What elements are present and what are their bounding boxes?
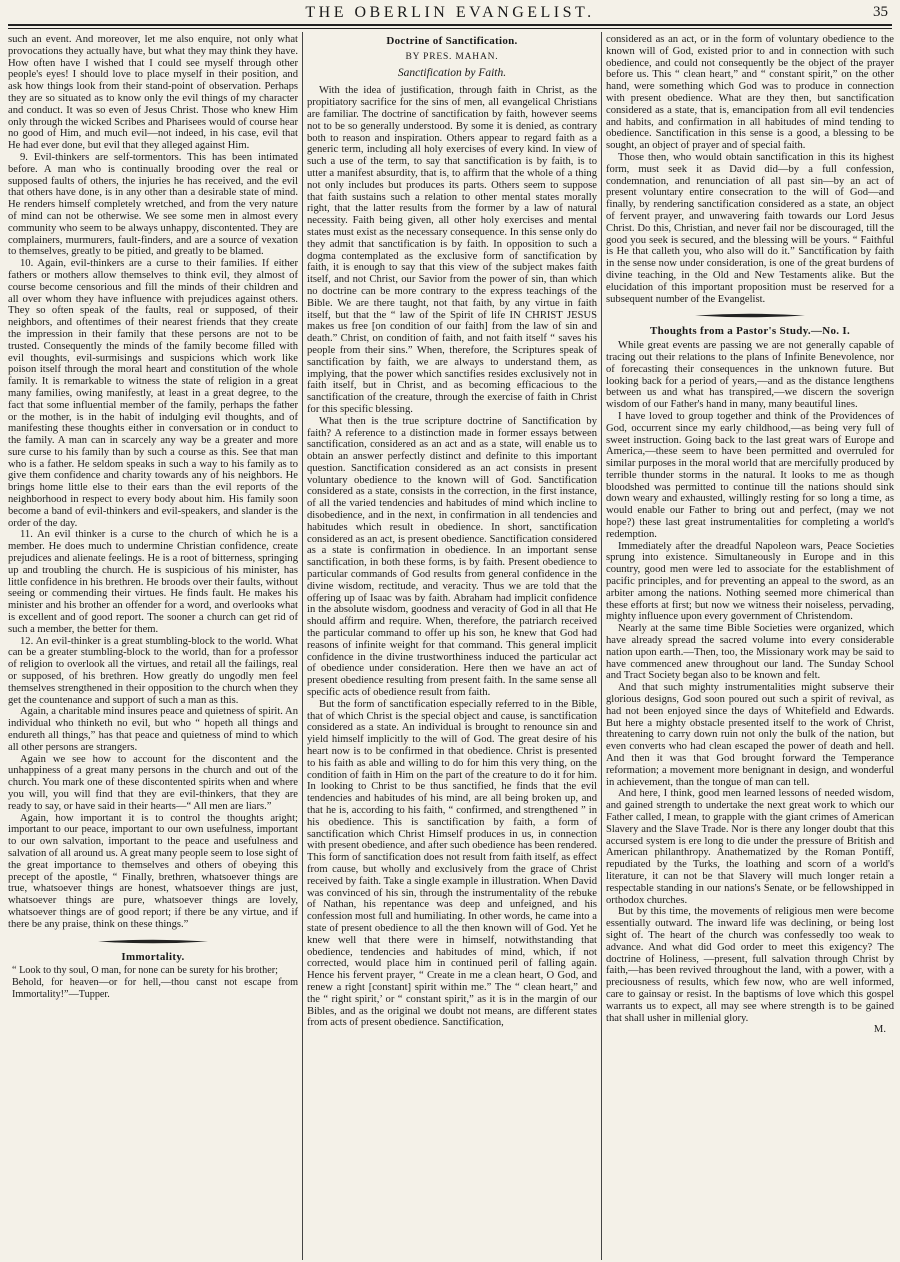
paragraph: And here, I think, good men learned lessons of needed wisdom, and gained strength to undertake the next great work to which our Father called, I mean, to grapple with the giant crimes of American Slavery and the Slave Trade. Nor is there any longer doubt that this accursed system is ere long to die under the pressure of British and American philanthropy. Anathematized by the Roman Pontiff, repudiated by the Turks, the loathing and scorn of a world's literature, it can not be that Slavery will much longer retain a respectable standing in our nations's Senate, or be fellowshipped in orthodox churches. [606, 788, 894, 906]
paragraph: 11. An evil thinker is a curse to the church of which he is a member. He does much to undermine Christian confidence, create prejudices and alienate feelings. He is a root of bitterness, springing up and troubling the church. He is suspicious of his minister, has little confidence in his brethren. He broods over their faults, without seeing or commending their virtues. He finds fault. He makes his minister and his brother an offender for a word, and overlooks what is excellent and of good report. The sooner a church can get rid of such a member, the better for them. [8, 529, 298, 635]
column-1 [8, 34, 298, 1258]
article-byline: BY PRES. MAHAN. [405, 51, 499, 62]
paragraph: such an event. And moreover, let me also enquire, not only what provocations they actually have, but what they may think they have. How often have I wished that I could see myself through other people's eyes! I should love to place myself in their position, and ask how things look from their stand-point of observation. Perhaps they are so situated as to know only the evil things of my character and conduct. It was so even of Jesus Christ. Those who knew Him only through the wicked Scribes and Pharisees would of course hear no good of Him, and much evil—not indeed, in his case, evil that He had ever done, but evil that they alleged against Him. [8, 34, 298, 152]
masthead-rule-thin [8, 28, 892, 29]
poem-line: Behold, for heaven—or for hell,—thou canst not escape from Immortality!”—Tupper. [12, 977, 298, 1000]
masthead-title: THE OBERLIN EVANGELIST. [305, 4, 595, 21]
paragraph: Nearly at the same time Bible Societies were organized, which have already spread the sacred volume into every considerable nation upon earth.—Then, too, the Missionary work may be said to have commenced anew throughout our land. The Sunday School and Tract Society began also to be known and felt. [606, 623, 894, 682]
paragraph: But by this time, the movements of religious men were become essentially outward. The inward life was declining, or being lost sight of. The heart of the church was confessedly too weak to advance. And what did God order to meet this exigency? The doctrine of Holiness, —present, full salvation through Christ by faith,—has been revived throughout the land, with a power, with a preciousness of results, which few now, who are well informed, care to gainsay or resist. In the baptisms of love which this gospel warrants us to expect, all may see where strength is to be gained that shall usher in millenial glory. [606, 906, 894, 1024]
paragraph: With the idea of justification, through faith in Christ, as the propitiatory sacrifice for the sins of men, all evangelical Christians are familiar. The doctrine of sanctification by faith, however seems not to be so generally understood. By some it is denied, as contrary both to reason and inspiration. Others appear to regard faith as a generic term, including all holy exercises of every kind. In view of such a use of the term, to say that sanctification is by faith, is to utter a manifest absurdity, that is, to affirm that the whole of a thing not only includes but produces its parts. Others seem to suppose that faith sustains such a relation to other mental states morally right, that the latter results from the former by a law of natural necessity. Faith being given, all other holy exercises and mental states must exist as the necessary consequence. In this sense only do they admit that sanctification is by faith. In opposition to such a dogma contemplated as the exclusive form of sanctification by faith, it is enough to say that this view of the subject makes faith itself, and not Christ, our Savior from the power of sin, than which no doctrine can be more contrary to the express teachings of the Bible. We are there taught, not that faith, by any virtue in faith itself, but that the “ law of the Spirit of life IN CHRIST JESUS makes us free [on condition of our faith] from the law of sin and death.” Christ, on condition of faith, and not faith itself “ saves his people from their sins.” When, therefore, the Scriptures speak of sanctification by faith, we are always to understand them, as implying, that the power which sanctifies resides exclusively not in faith itself, but in Christ, and as becoming efficacious to the sanctification of the creature, through the exercise of faith in Christ for this specific blessing. [307, 85, 597, 415]
paragraph: 12. An evil-thinker is a great stumbling-block to the world. What can be a greater stumbling-block to the world, than for a professor of religion to overlook all the virtues, and retail all the failings, real or supposed, of his brethren. How greatly do ungodly men feel themselves strengthened in their opposition to the church when they get the countenance and support of such a man as this. [8, 635, 298, 706]
paragraph: Those then, who would obtain sanctification in this its highest form, must seek it as David did—by a full confession, condemnation, and renunciation of all past sin—by an act of present voluntary entire consecration to the will of God—and finally, by rendering sanctification considered as a state, an object of fervent prayer, and unwavering faith towards our Lord Jesus Christ. Do this, Christian, and never fail nor be discouraged, till the good you seek is secured, and the blessing will be yours. “ Faithful is He that calleth you, who also will do it.” Sanctification by faith in the sense now under consideration, is one of the great burdens of divine teaching, in the Old and New Testaments alike. But the elucidation of this important proposition must be reserved for a subsequent number of the Evangelist. [606, 151, 894, 305]
paragraph: Immediately after the dreadful Napoleon wars, Peace Societies sprung into existence. Simultaneously in Europe and in this country, good men were led to associate for the establishment of pacific principles, and for preventing an appeal to the sword, as an arbiter among the nations. Nothing seemed more chimerical than these efforts at first; but now we witness their noiseless, pervading, mighty influence upon every government of Christendom. [606, 540, 894, 623]
article-heading: Doctrine of Sanctification. [386, 35, 518, 47]
section-ornament [98, 939, 208, 944]
paragraph: Again, a charitable mind insures peace and quietness of spirit. An individual who thinketh no evil, but who “ hopeth all things and endureth all things,” has that peace and quietness of mind to which all other persons are strangers. [8, 706, 298, 753]
poem-line: “ Look to thy soul, O man, for none can be surety for his brother; [12, 965, 278, 977]
masthead-rule [8, 24, 892, 26]
section-ornament [695, 313, 805, 318]
column-divider [601, 32, 602, 1260]
paragraph: 9. Evil-thinkers are self-tormentors. This has been intimated before. A man who is continually brooding over the real or supposed faults of others, the injuries he has received, and the evil that others have done, is in any other than a desirable state of mind. He renders himself completely wretched, and from the very nature of mind can not be otherwise. We see some men in almost every community who seem to be always unhappy, discontented. They are complainers, murmurers, fault-finders, and are a source of vexation to themselves, greatly to be pitied, and greatly to be blamed. [8, 151, 298, 258]
paragraph: Again we see how to account for the discontent and the unhappiness of a great many persons in the church and out of the church. You mark one of these discontented spirits when and where you will, you will find that they are evil-thinkers, that they are ready to say, or have said in their hearts—“ All men are liars.” [8, 753, 298, 812]
column-2 [307, 34, 597, 1258]
page-number: 35 [873, 4, 888, 20]
paragraph: 10. Again, evil-thinkers are a curse to their families. If either fathers or mothers allow themselves to think evil, they almost of course become censorious and fill the minds of their children and all over whom they have influence with prejudices against others. They so often speak of the faults, real or supposed, of their neighbors, and oftentimes of their nearest friends that they create the impression in their family that these persons are not to be trusted. Consequently the minds of the family become filled with evil thoughts, evil-surmisings and suspicions which work like poison itself through the moral heart and constitution of the whole family. It is remarkable to witness the state of religion in a great many families, owing manifestly, at least in a great degree, to the fact that some influential member of the family, perhaps the father or the mother, is in the habit of indulging evil thoughts, and of manifesting these thoughts either in conversation or in conduct to the family. A man can in scarcely any way be a greater and more sure curse to his family than by such a course as this. See that man who is a father. He seldom speaks in such a way to his family as to give them confidence and charity towards any of his neighbors. He brings home little else to their ears than the evil reports of the neighborhood in respect to every body about him. His family soon become a band of evil-thinkers and evil-speakers, and slander is the order of the day. [8, 258, 298, 529]
paragraph: Again, how important it is to control the thoughts aright; important to our peace, important to our own usefulness, important to our own salvation, important to the peace and usefulness and salvation of all around us. A great many people seem to lose sight of the great importance to themselves and others of obeying this precept of the apostle, “ Finally, brethren, whatsoever things are true, whatsoever things are honest, whatsoever things are just, whatsoever things are pure, whatsoever things are lovely, whatsoever things are of good report; if there be any virtue, and if there be any praise, think on these things.” [8, 812, 298, 930]
paragraph: But the form of sanctification especially referred to in the Bible, that of which Christ is the special object and cause, is sanctification considered as a state. An individual is brought to renounce sin and yield himself implicitly to the will of God. The great desire of his heart now is to be confirmed in that obedience. Christ is presented to his faith as able and willing to do for him this very thing, on the condition of faith in Him on the part of the creature to do it for him. In looking to Christ to be thus sanctified, he finds that the evil tendencies and habitudes of his mind, are all being broken up, and that he is, according to his faith, “ confirmed, and strengthened ” in his obedience. This is sanctification by faith, a form of sanctification which Christ Himself produces in us, in connection with present obedience, and after such obedience has been rendered. This form of sanctification does not result from faith itself, as effect from cause, but wholly and exclusively from the grace of Christ received by faith. Take a single example in illustration. When David was convinced of his sin, through the instrumentality of the rebuke of Nathan, his repentance was deep and unfeigned, and his confession most full and humiliating. In other words, he came into a state of present obedience to all the then known will of God. Yet he knew well that there were in himself, notwithstanding that obedience, tendencies and habitudes of mind, which, if not corrected, would place him in continued peril of falling again. Hence his fervent prayer, “ Create in me a clean heart, O God, and renew a right [constant] spirit within me.” The “ clean heart,” and the “ right spirit,’ or “ constant spirit,” as it is in the margin of our Bibles, and as the original we doubt not means, are different states from acts of present obedience. Sanctification, [307, 698, 597, 1029]
article-heading-2: Thoughts from a Pastor's Study.—No. I. [649, 325, 851, 338]
paragraph: What then is the true scripture doctrine of Sanctification by faith? A reference to a distinction made in former essays between sanctification, considered as an act and as a state, will enable us to obtain an answer perfectly distinct and definite to this important question. Sanctification considered as an act consists in present voluntary obedience to the known will of God. Sanctification considered as a state, consists in the correction, in the first instance, of all the varied tendencies and habitudes of mind which incline to disobedience, and in the next, in confirmation in all tendencies and habitudes which result in obedience. In short, sanctification considered as an act, is present obedience. Sanctification considered as a state is confirmation in obedience. In an important sense sanctification, in both these forms, is by faith. Present obedience to particular commands of God results from general confidence in the divine wisdom, rectitude, and veracity. Thus we are told that the offering up of Isaac was by faith. Abraham had implicit confidence in the absolute wisdom, goodness and veracity of God in all that He should affirm and require. When, therefore, the patriarch received the particular command to offer up his son, he knew that God had reasons of infinite weight for that command. This general implicit confidence in the divine trustworthiness induced the particular act of obedience under consideration. Here then we have an act of present obedience resulting from present faith. In the same sense all specific acts of obedience result from faith. [307, 415, 597, 699]
paragraph: And that such mighty instrumentalities might subserve their glorious designs, God soon poured out such a spirit of revival, as had not been enjoyed since the days of Whitefield and Edwards. But here a mighty obstacle presented itself to the work of Christ, threatening to carry down ruin not only the bulk of the nation, but even converts who had clean escaped the power of death and hell. And then it was that God brought forward the Temperance reformation; a movement more benignant in design, and wonderful in achievement, than the tongue of man can tell. [606, 682, 894, 788]
column-divider [302, 32, 303, 1260]
paragraph: considered as an act, or in the form of voluntary obedience to the known will of God, existed prior to and in connection with such obedience, and could not consequently be the object of the prayer before us. This “ clean heart,” and “ constant spirit,” on the other hand, were something which God was to produce in connection with present obedience. What are they then, but sanctification considered as a state, that is, emancipation from all evil tendencies and habits, and confirmation in all habitudes of mind tending to obedience. Sanctification in this sense is a good, a blessing to be sought, an object of prayer and of special faith. [606, 34, 894, 152]
masthead [8, 4, 892, 22]
article-subhead: Sanctification by Faith. [397, 66, 507, 79]
paragraph: I have loved to group together and think of the Providences of God, occurrent since my early childhood,—as being very full of sweet instruction. Going back to the last great wars of Europe and America,—these seem to have been permitted and overruled for similar purposes in the moral world that are mercifully produced by terrible thunder storms in the natural. It looks to me as though bloodshed was permitted to continue till the nations should sink down weary and exhausted, willingly resting for so long a time, as would enable our Father to bring out and perfect, (may we not hope?) these last great instrumentalities for completing a world's redemption. [606, 410, 894, 540]
column-3 [606, 34, 894, 1258]
paragraph: While great events are passing we are not generally capable of tracing out their relations to the plans of Infinite Benevolence, nor of forecasting their consequences in the unknown future. But looking back for a period of years,—and as the distance lengthens between us and what has transpired,—we discern the soverign wisdom of our Father's hand in many, many beautiful lines. [606, 340, 894, 411]
poem [8, 965, 298, 1000]
poem-heading: Immortality. [121, 950, 185, 963]
signature: M. [873, 1024, 886, 1036]
